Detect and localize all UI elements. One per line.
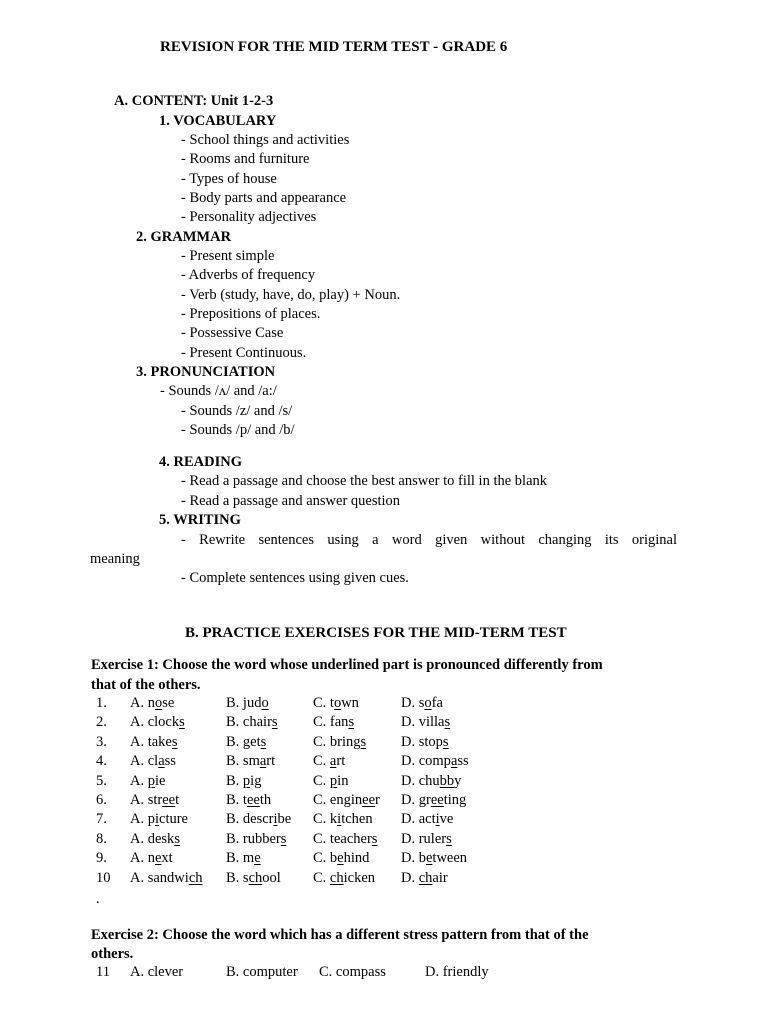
grammar-item: - Possessive Case (181, 325, 284, 341)
question-number: 9. (96, 850, 107, 867)
writing-item: - Rewrite sentences using a word given without changing its original (181, 532, 677, 548)
vocabulary-item: - Personality adjectives (181, 209, 317, 225)
grammar-item: - Present Continuous. (181, 345, 307, 361)
option-d: D. greeting (401, 792, 467, 808)
question-number: 1. (96, 695, 107, 711)
option-d: D. active (401, 811, 454, 828)
reading-heading: 4. READING (159, 454, 242, 470)
option-a: A. next (130, 850, 173, 867)
question-number: 10 (96, 869, 111, 886)
option-c: C. art (313, 753, 346, 770)
writing-item-continuation: meaning (90, 551, 140, 567)
option-c: C. behind (313, 850, 370, 867)
option-d: D. friendly (425, 964, 489, 980)
option-a: A. clever (130, 964, 184, 980)
question-number: 8. (96, 830, 107, 847)
option-c: C. chicken (313, 869, 376, 886)
option-c: C. teachers (313, 830, 378, 847)
option-d: D. chubby (401, 772, 462, 789)
vocabulary-item: - Types of house (181, 171, 277, 187)
option-c: C. brings (313, 733, 367, 750)
option-b: B. chairs (226, 714, 278, 731)
option-b: B. judo (226, 695, 269, 711)
exercise-1-instruction: Exercise 1: Choose the word whose underlined part is pronounced differently from (91, 657, 603, 673)
vocabulary-heading: 1. VOCABULARY (159, 113, 277, 129)
option-c: C. fans (313, 714, 355, 731)
writing-heading: 5. WRITING (159, 512, 241, 528)
grammar-item: - Verb (study, have, do, play) + Noun. (181, 287, 401, 303)
option-a: A. clocks (130, 714, 185, 731)
question-number: 4. (96, 753, 107, 770)
option-d: D. stops (401, 733, 449, 750)
pronunciation-item: - Sounds /ʌ/ and /a:/ (160, 383, 277, 399)
reading-item: - Read a passage and answer question (181, 493, 401, 509)
exercise-2-instruction: Exercise 2: Choose the word which has a different stress pattern from that of the (91, 927, 589, 943)
writing-item: - Complete sentences using given cues. (181, 570, 409, 586)
question-number: 6. (96, 792, 107, 808)
vocabulary-item: - School things and activities (181, 132, 350, 148)
option-b: B. teeth (226, 792, 272, 808)
option-d: D. chair (401, 869, 448, 886)
option-b: B. gets (226, 733, 267, 750)
pronunciation-item: - Sounds /p/ and /b/ (181, 422, 295, 438)
option-b: B. smart (226, 753, 276, 770)
vocabulary-item: - Rooms and furniture (181, 151, 310, 167)
option-c: C. kitchen (313, 811, 373, 828)
option-d: D. between (401, 850, 468, 867)
question-number: 5. (96, 772, 107, 789)
option-c: C. compass (319, 964, 386, 980)
exercise-1-instruction-cont: that of the others. (91, 677, 201, 693)
question-number: 2. (96, 714, 107, 731)
option-a: A. picture (130, 811, 188, 828)
option-a: A. nose (130, 695, 175, 711)
option-b: B. computer (226, 964, 298, 980)
option-b: B. describe (226, 811, 292, 828)
option-c: C. town (313, 695, 359, 711)
exercise-2-instruction-cont: others. (91, 946, 134, 962)
option-a: A. sandwich (130, 869, 203, 886)
grammar-item: - Prepositions of places. (181, 306, 321, 322)
grammar-heading: 2. GRAMMAR (136, 229, 232, 245)
option-a: A. takes (130, 733, 178, 750)
pronunciation-heading: 3. PRONUNCIATION (136, 364, 276, 380)
section-a-heading: A. CONTENT: Unit 1-2-3 (114, 93, 274, 109)
option-b: B. school (226, 869, 281, 886)
section-b-heading: B. PRACTICE EXERCISES FOR THE MID-TERM TEST (185, 625, 567, 641)
question-number: 11 (96, 964, 110, 980)
option-b: B. pig (226, 772, 262, 789)
option-c: C. engineer (313, 792, 380, 808)
option-c: C. pin (313, 772, 349, 789)
page-title: REVISION FOR THE MID TERM TEST - GRADE 6 (160, 39, 508, 55)
option-d: D. rulers (401, 830, 452, 847)
reading-item: - Read a passage and choose the best answer to fill in the blank (181, 473, 548, 489)
option-a: A. class (130, 753, 176, 770)
vocabulary-item: - Body parts and appearance (181, 190, 347, 206)
pronunciation-item: - Sounds /z/ and /s/ (181, 403, 293, 419)
option-b: B. me (226, 850, 261, 867)
option-d: D. villas (401, 714, 451, 731)
option-d: D. compass (401, 753, 469, 770)
option-a: A. street (130, 792, 180, 808)
grammar-item: - Adverbs of frequency (181, 267, 316, 283)
option-b: B. rubbers (226, 830, 287, 847)
question-number: 3. (96, 733, 107, 750)
option-d: D. sofa (401, 695, 443, 711)
option-a: A. pie (130, 772, 166, 789)
stray-dot: . (96, 891, 100, 907)
grammar-item: - Present simple (181, 248, 275, 264)
option-a: A. desks (130, 830, 180, 847)
question-number: 7. (96, 811, 107, 828)
